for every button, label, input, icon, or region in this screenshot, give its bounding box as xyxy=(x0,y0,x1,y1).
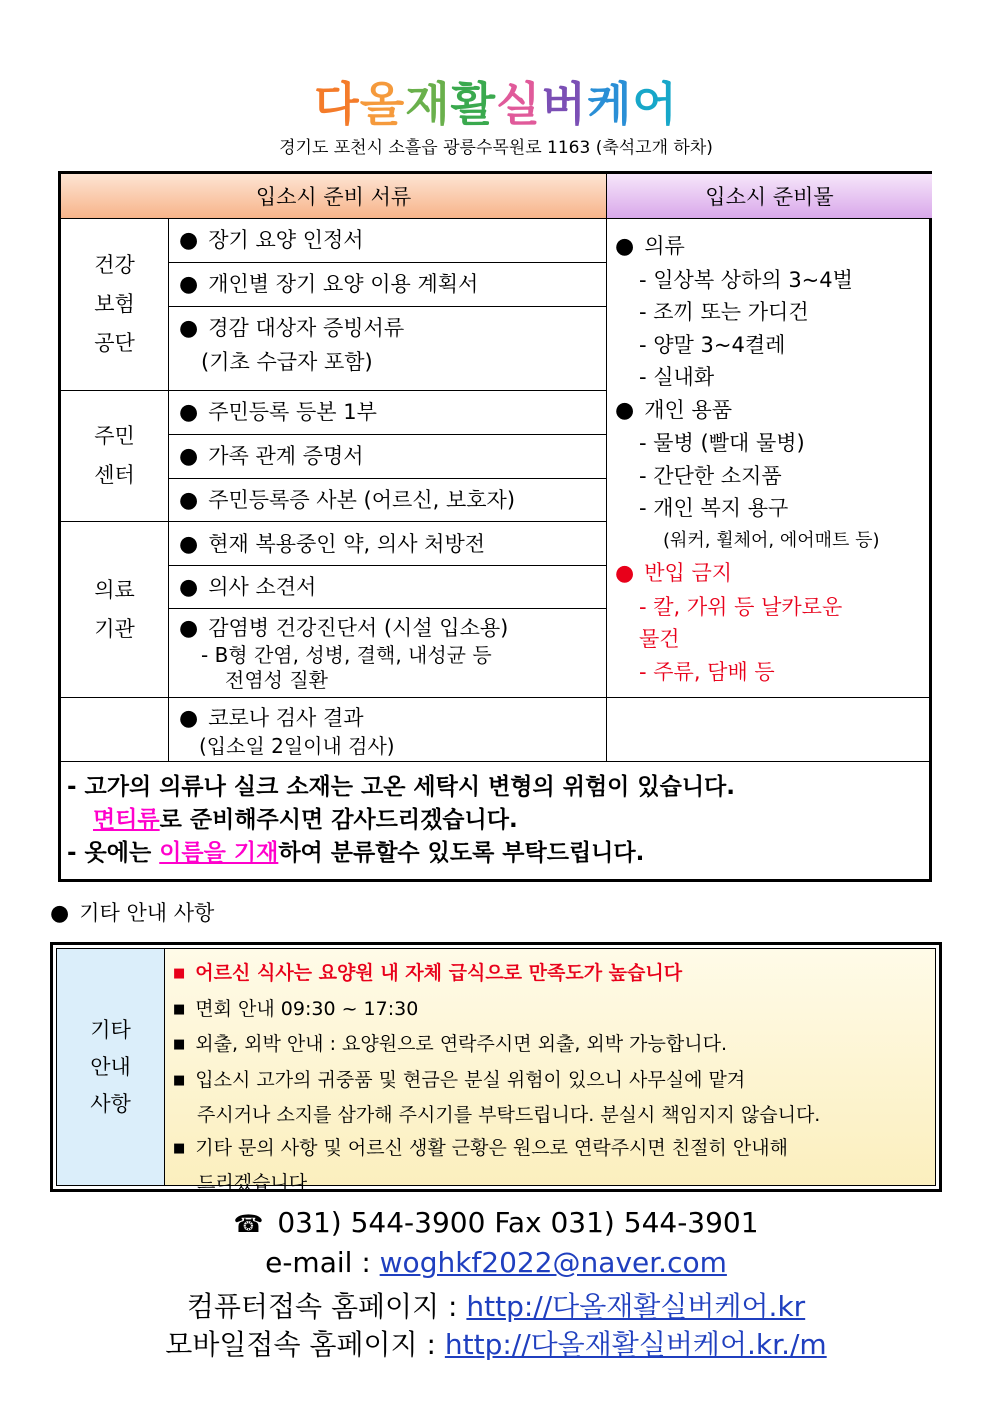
bullet-icon: ● xyxy=(179,228,199,253)
admission-table xyxy=(58,171,932,882)
list-item: ● 가족 관계 증명서 xyxy=(179,444,364,469)
title-char: 버 xyxy=(541,77,587,131)
title-char: 실 xyxy=(496,77,542,131)
notes: - 고가의 의류나 실크 소재는 고온 세탁시 변형의 위험이 있습니다. 면티류로 준비해주시면 감사드리겠습니다. - 옷에는 이름을 기재하여 분류할수 있도록 부탁드립니다. xyxy=(67,774,736,866)
row-divider xyxy=(61,761,932,762)
row-divider xyxy=(168,478,606,479)
mobile-homepage-link[interactable]: http://다올재활실버케어.kr./m xyxy=(444,1328,827,1361)
title-char: 재 xyxy=(405,77,451,131)
title-char: 다 xyxy=(314,77,360,131)
bullet-icon: ● xyxy=(50,901,70,926)
row-divider xyxy=(168,608,606,609)
email-line: e-mail : woghkf2022@naver.com xyxy=(265,1246,727,1279)
highlight-text: 면티류 xyxy=(93,807,160,833)
highlight-text: 이름을 기재 xyxy=(159,840,279,866)
list-item: ● 감염병 건강진단서 (시설 입소용) - B형 간염, 성병, 결핵, 내성균 등 전염성 질환 xyxy=(179,616,509,692)
address: 경기도 포천시 소흘읍 광릉수목원로 1163 (축석고개 하차) xyxy=(279,138,713,158)
bullet-icon: ● xyxy=(179,316,199,341)
list-item: ● 의사 소견서 xyxy=(179,575,317,600)
row-divider xyxy=(168,434,606,435)
row-divider xyxy=(168,262,606,263)
square-bullet-icon: ■ xyxy=(173,966,186,981)
list-item: ● 주민등록증 사본 (어르신, 보호자) xyxy=(179,488,516,513)
misc-info-box xyxy=(50,942,942,1192)
phone-icon: ☎ xyxy=(233,1210,264,1238)
row-divider xyxy=(168,565,606,566)
header-documents: 입소시 준비 서류 xyxy=(61,174,606,219)
list-item: ● 개인별 장기 요양 이용 계획서 xyxy=(179,272,479,297)
misc-heading: ● 기타 안내 사항 xyxy=(50,901,215,926)
square-bullet-icon: ■ xyxy=(173,1140,186,1156)
bullet-icon: ● xyxy=(179,444,199,469)
mobile-homepage-line: 모바일접속 홈페이지 : http://다올재활실버케어.kr./m xyxy=(165,1328,827,1361)
category-community-center: 주민 센터 xyxy=(94,424,135,487)
category-health-insurance: 건강 보험 공단 xyxy=(94,252,135,355)
column-divider xyxy=(606,174,607,761)
bullet-icon: ● xyxy=(615,397,635,423)
square-bullet-icon: ■ xyxy=(173,1072,186,1088)
email-link[interactable]: woghkf2022@naver.com xyxy=(379,1246,727,1279)
bullet-icon: ● xyxy=(179,575,199,600)
list-item: ● 장기 요양 인정서 xyxy=(179,228,364,253)
square-bullet-icon: ■ xyxy=(173,1001,186,1017)
row-divider xyxy=(168,306,606,307)
row-divider xyxy=(61,697,932,698)
bullet-icon: ● xyxy=(179,616,199,641)
title-char: 올 xyxy=(359,77,406,131)
supplies-list: ● 의류 - 일상복 상하의 3~4벌 - 조끼 또는 가디건 - 양말 3~4켤레 - 실내화 ● 개인 용품 - 물병 (빨대 물병) - 간단한 소지품 - 개인 복지 용구 (워커, 휠체어, 에어매트 등) ● 반입 금지 - 칼, 가위 등 날카로운 물건 - 주류, 담배 등 xyxy=(615,234,880,684)
misc-label: 기타 안내 사항 xyxy=(57,949,165,1185)
list-item: ● 코로나 검사 결과 (입소일 2일이내 검사) xyxy=(179,706,395,758)
pc-homepage-line: 컴퓨터접속 홈페이지 : http://다올재활실버케어.kr xyxy=(186,1290,806,1323)
square-bullet-icon: ■ xyxy=(173,1037,186,1052)
misc-content: ■ 어르신 식사는 요양원 내 자체 급식으로 만족도가 높습니다 ■ 면회 안내 09:30 ~ 17:30 ■ 외출, 외박 안내 : 요양원으로 연락주시면 외출, 외박 가능합니다. ■ 입소시 고가의 귀중품 및 현금은 분실 위험이 있으니 사무실에 맡겨 주시거나 소지를 삼가해 주시기를 부탁드립니다. 분실시 책임지지 않습니다. ■ 기타 문의 사항 및 어르신 생활 근황은 원으로 연락주시면 친절히 안내해 드리겠습니다 xyxy=(165,949,935,1185)
bullet-icon: ● xyxy=(179,400,199,425)
list-item: ● 현재 복용중인 약, 의사 처방전 xyxy=(179,532,486,557)
header-supplies: 입소시 준비물 xyxy=(607,174,932,219)
bullet-icon: ● xyxy=(179,706,199,731)
pc-homepage-link[interactable]: http://다올재활실버케어.kr xyxy=(466,1290,806,1323)
title-char: 어 xyxy=(632,77,678,131)
category-medical-institution: 의료 기관 xyxy=(94,577,135,641)
list-item: ● 주민등록 등본 1부 xyxy=(179,400,377,425)
bullet-icon: ● xyxy=(615,561,635,586)
phone-line: ☎ 031) 544-3900 Fax 031) 544-3901 xyxy=(233,1206,759,1239)
bullet-icon: ● xyxy=(179,532,199,557)
bullet-icon: ● xyxy=(179,272,199,297)
title-char: 활 xyxy=(450,77,496,131)
page-title xyxy=(0,68,992,134)
list-item: ● 경감 대상자 증빙서류 (기초 수급자 포함) xyxy=(179,316,405,374)
bullet-icon: ● xyxy=(179,488,199,513)
bullet-icon: ● xyxy=(615,234,635,259)
title-char: 케 xyxy=(586,77,633,131)
